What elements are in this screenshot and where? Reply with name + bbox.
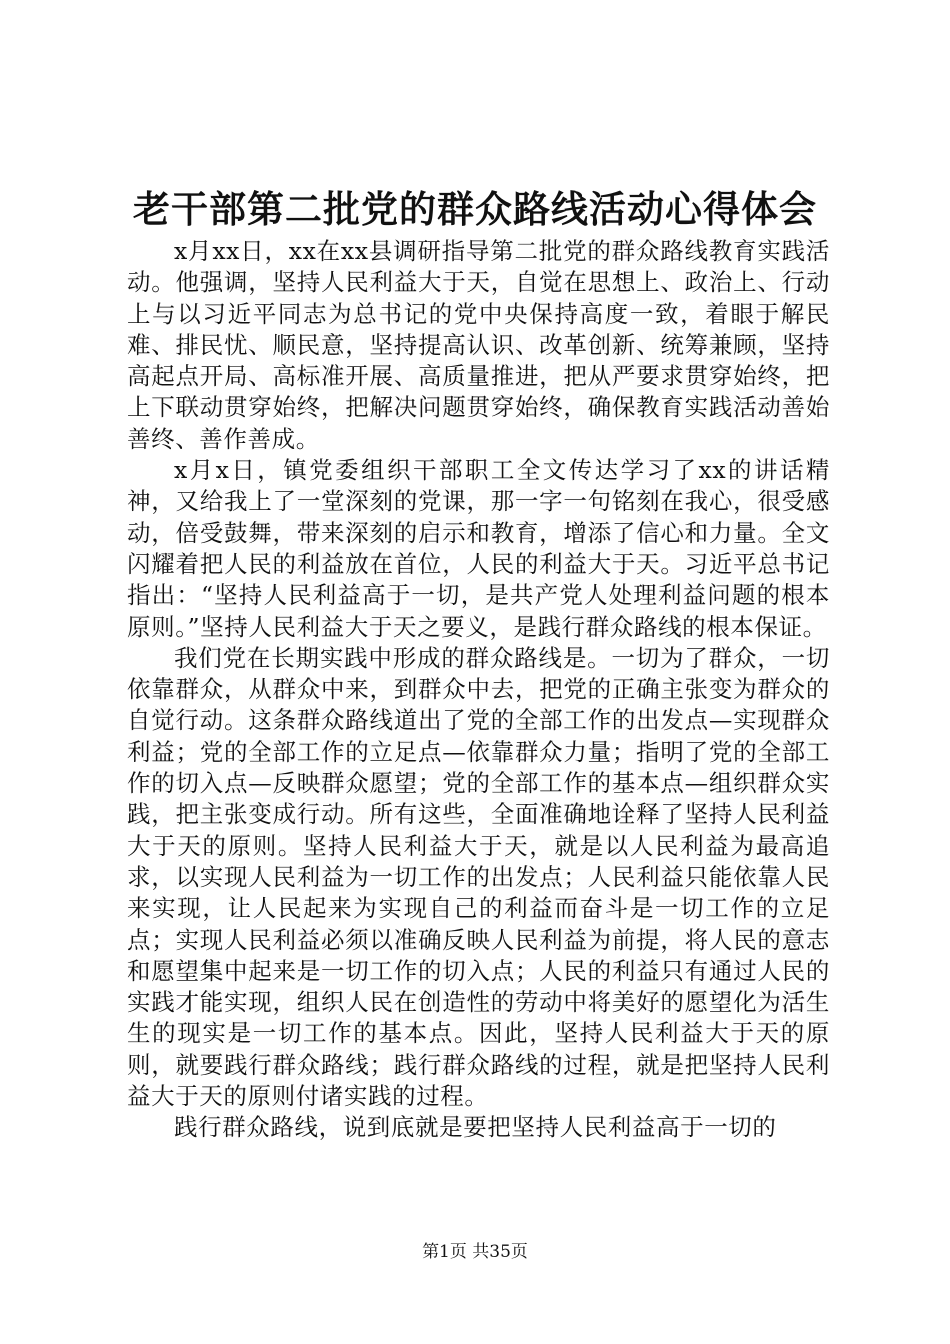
paragraph-3: 我们党在长期实践中形成的群众路线是。一切为了群众，一切依靠群众，从群众中来，到群众中去，把党的正确主张变为群众的自觉行动。这条群众路线道出了党的全部工作的出发点—实现群众利益；党的全部工作的立足点—依靠群众力量；指明了党的全部工作的切入点—反映群众愿望；党的全部工作的基本点—组织群众实践，把主张变成行动。所有这些，全面准确地诠释了坚持人民利益大于天的原则。坚持人民利益大于天，就是以人民利益为最高追求，以实现人民利益为一切工作的出发点；人民利益只能依靠人民来实现，让人民起来为实现自己的利益而奋斗是一切工作的立足点；实现人民利益必须以准确反映人民利益为前提，将人民的意志和愿望集中起来是一切工作的切入点；人民的利益只有通过人民的实践才能实现，组织人民在创造性的劳动中将美好的愿望化为活生生的现实是一切工作的基本点。因此，坚持人民利益大于天的原则，就要践行群众路线；践行群众路线的过程，就是把坚持人民利益大于天的原则付诸实践的过程。 <box>127 643 830 1111</box>
paragraph-2: x月x日，镇党委组织干部职工全文传达学习了xx的讲话精神，又给我上了一堂深刻的党课，那一字一句铭刻在我心，很受感动，倍受鼓舞，带来深刻的启示和教育，增添了信心和力量。全文闪耀着把人民的利益放在首位，人民的利益大于天。习近平总书记指出：“坚持人民利益高于一切，是共产党人处理利益问题的根本原则。”坚持人民利益大于天之要义，是践行群众路线的根本保证。 <box>127 456 830 641</box>
document-title: 老干部第二批党的群众路线活动心得体会 <box>133 187 817 231</box>
paragraph-1: x月xx日，xx在xx县调研指导第二批党的群众路线教育实践活动。他强调，坚持人民利益大于天，自觉在思想上、政治上、行动上与以习近平同志为总书记的党中央保持高度一致，着眼于解民难、排民忧、顺民意，坚持提高认识、改革创新、统筹兼顾，坚持高起点开局、高标准开展、高质量推进，把从严要求贯穿始终，把上下联动贯穿始终，把解决问题贯穿始终，确保教育实践活动善始善终、善作善成。 <box>127 237 830 453</box>
paragraph-4: 践行群众路线，说到底就是要把坚持人民利益高于一切的 <box>174 1113 777 1142</box>
page-number-footer: 第1页 共35页 <box>422 1242 528 1262</box>
document-body <box>127 236 830 1144</box>
